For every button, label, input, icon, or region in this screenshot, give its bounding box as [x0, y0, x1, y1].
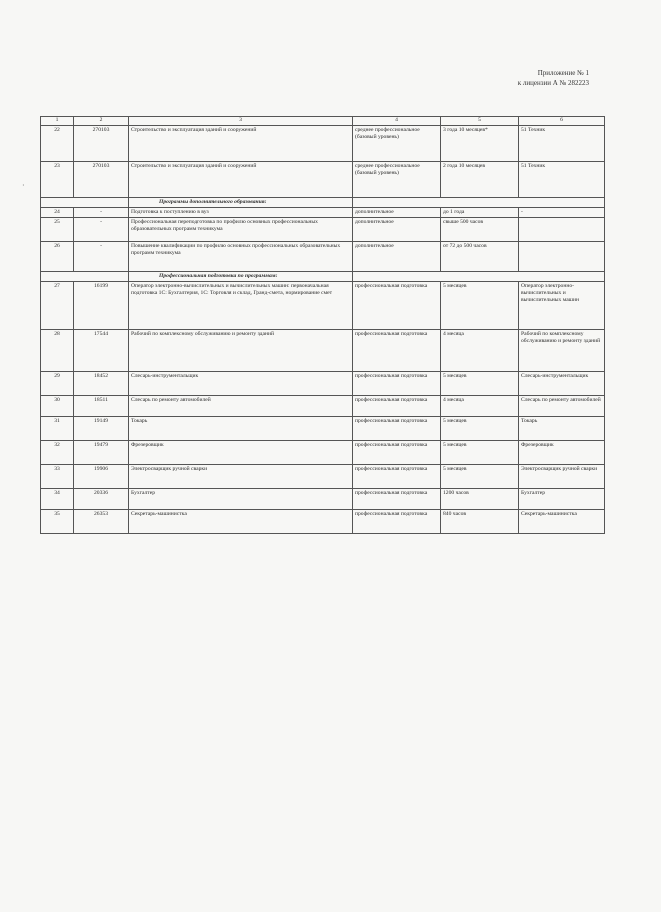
row-number-cell: 26 — [41, 242, 74, 272]
code-cell: 19479 — [74, 441, 129, 465]
row-number-cell: 28 — [41, 330, 74, 372]
table-row — [41, 242, 605, 272]
term-cell: до 1 года — [441, 208, 519, 218]
empty-cell — [353, 272, 605, 282]
table-row — [41, 465, 605, 489]
row-number-cell: 24 — [41, 208, 74, 218]
row-number-cell: 25 — [41, 218, 74, 242]
level-cell: профессиональная подготовка — [353, 282, 441, 330]
level-cell: профессиональная подготовка — [353, 372, 441, 396]
appendix-line-1: Приложение № 1 — [537, 69, 589, 77]
level-cell: профессиональная подготовка — [353, 417, 441, 441]
program-name-cell: Электросварщик ручной сварки — [129, 465, 353, 489]
table-row — [41, 396, 605, 417]
section-row — [41, 198, 605, 208]
qualification-cell: Токарь — [519, 417, 605, 441]
table-row — [41, 372, 605, 396]
code-cell: 18511 — [74, 396, 129, 417]
code-cell: - — [74, 208, 129, 218]
code-cell: 18452 — [74, 372, 129, 396]
level-cell: дополнительное — [353, 208, 441, 218]
level-cell: профессиональная подготовка — [353, 330, 441, 372]
program-name-cell: Строительство и эксплуатация зданий и сооружений — [129, 126, 353, 162]
code-cell: 19149 — [74, 417, 129, 441]
table-row — [41, 489, 605, 510]
code-cell: 270103 — [74, 126, 129, 162]
header-cell: 1 — [41, 117, 74, 126]
header-cell: 4 — [353, 117, 441, 126]
code-cell: 17544 — [74, 330, 129, 372]
table-row — [41, 282, 605, 330]
header-cell: 2 — [74, 117, 129, 126]
term-cell: 4 месяца — [441, 330, 519, 372]
row-number-cell: 27 — [41, 282, 74, 330]
empty-cell — [353, 198, 605, 208]
program-name-cell: Строительство и эксплуатация зданий и сооружений — [129, 162, 353, 198]
row-number-cell: 32 — [41, 441, 74, 465]
header-row — [41, 117, 605, 126]
code-cell: 20336 — [74, 489, 129, 510]
code-cell: - — [74, 218, 129, 242]
row-number-cell: 31 — [41, 417, 74, 441]
section-row — [41, 272, 605, 282]
term-cell: 5 месяцев — [441, 282, 519, 330]
section-title: Профессиональная подготовка по программам: — [129, 272, 353, 282]
qualification-cell — [519, 242, 605, 272]
row-number-cell: 35 — [41, 510, 74, 534]
term-cell: 5 месяцев — [441, 441, 519, 465]
program-name-cell: Бухгалтер — [129, 489, 353, 510]
table-row — [41, 162, 605, 198]
program-name-cell: Слесарь по ремонту автомобилей — [129, 396, 353, 417]
qualification-cell: 51 Техник — [519, 162, 605, 198]
program-name-cell: Рабочий по комплексному обслуживанию и ремонту зданий — [129, 330, 353, 372]
programs-table — [40, 116, 605, 534]
qualification-cell: 51 Техник — [519, 126, 605, 162]
term-cell: 5 месяцев — [441, 417, 519, 441]
qualification-cell: Рабочий по комплексному обслуживанию и ремонту зданий — [519, 330, 605, 372]
qualification-cell: Фрезеровщик — [519, 441, 605, 465]
section-title: Программы дополнительного образования: — [129, 198, 353, 208]
qualification-cell: Бухгалтер — [519, 489, 605, 510]
table-row — [41, 417, 605, 441]
term-cell: 840 часов — [441, 510, 519, 534]
table-row — [41, 126, 605, 162]
code-cell: 26353 — [74, 510, 129, 534]
appendix-note — [518, 68, 589, 88]
empty-cell — [41, 272, 129, 282]
program-name-cell: Оператор электронно-вычислительных и вычислительных машин: первоначальная подготовка 1С: Бухгалтерия, 1С: Торговля и склад, Гранд-смета, нормирование смет — [129, 282, 353, 330]
level-cell: дополнительное — [353, 242, 441, 272]
term-cell: свыше 500 часов — [441, 218, 519, 242]
level-cell: профессиональная подготовка — [353, 396, 441, 417]
row-number-cell: 29 — [41, 372, 74, 396]
level-cell: дополнительное — [353, 218, 441, 242]
qualification-cell: Слесарь по ремонту автомобилей — [519, 396, 605, 417]
table-row — [41, 330, 605, 372]
term-cell: 5 месяцев — [441, 372, 519, 396]
term-cell: 2 года 10 месяцев — [441, 162, 519, 198]
program-name-cell: Токарь — [129, 417, 353, 441]
code-cell: 16199 — [74, 282, 129, 330]
header-cell: 3 — [129, 117, 353, 126]
table-row — [41, 218, 605, 242]
qualification-cell: Слесарь-инструментальщик — [519, 372, 605, 396]
term-cell: 4 месяца — [441, 396, 519, 417]
header-cell: 5 — [441, 117, 519, 126]
table-row — [41, 510, 605, 534]
term-cell: от 72 до 500 часов — [441, 242, 519, 272]
table-row — [41, 441, 605, 465]
qualification-cell — [519, 218, 605, 242]
qualification-cell: Электросварщик ручной сварки — [519, 465, 605, 489]
code-cell: 19906 — [74, 465, 129, 489]
level-cell: профессиональная подготовка — [353, 441, 441, 465]
header-cell: 6 — [519, 117, 605, 126]
margin-mark: · — [22, 181, 25, 190]
program-name-cell: Слесарь-инструментальщик — [129, 372, 353, 396]
term-cell: 5 месяцев — [441, 465, 519, 489]
qualification-cell: Секретарь-машинистка — [519, 510, 605, 534]
empty-cell — [41, 198, 129, 208]
program-name-cell: Профессиональная переподготовка по профилю основных профессиональных образовательных программ техникума — [129, 218, 353, 242]
table-row — [41, 208, 605, 218]
row-number-cell: 33 — [41, 465, 74, 489]
program-name-cell: Повышение квалификации по профилю основных профессиональных образовательных программ техникума — [129, 242, 353, 272]
level-cell: среднее профессиональное (базовый уровень) — [353, 162, 441, 198]
program-name-cell: Подготовка к поступлению в вуз — [129, 208, 353, 218]
qualification-cell: Оператор электронно-вычислительных и вычислительных машин — [519, 282, 605, 330]
appendix-line-2: к лицензии А № 282223 — [517, 79, 589, 87]
table-body — [41, 126, 605, 534]
row-number-cell: 23 — [41, 162, 74, 198]
program-name-cell: Фрезеровщик — [129, 441, 353, 465]
level-cell: профессиональная подготовка — [353, 489, 441, 510]
level-cell: среднее профессиональное (базовый уровень) — [353, 126, 441, 162]
program-name-cell: Секретарь-машинистка — [129, 510, 353, 534]
row-number-cell: 30 — [41, 396, 74, 417]
term-cell: 3 года 10 месяцев* — [441, 126, 519, 162]
qualification-cell: - — [519, 208, 605, 218]
row-number-cell: 22 — [41, 126, 74, 162]
level-cell: профессиональная подготовка — [353, 465, 441, 489]
code-cell: 270103 — [74, 162, 129, 198]
term-cell: 1200 часов — [441, 489, 519, 510]
level-cell: профессиональная подготовка — [353, 510, 441, 534]
code-cell: - — [74, 242, 129, 272]
row-number-cell: 34 — [41, 489, 74, 510]
